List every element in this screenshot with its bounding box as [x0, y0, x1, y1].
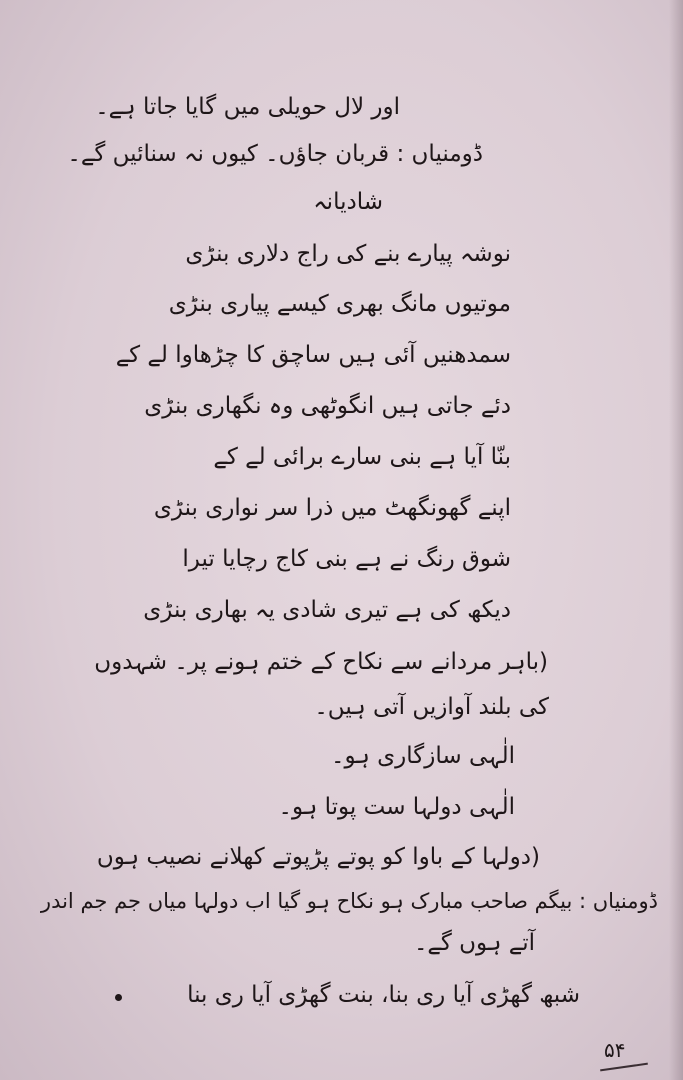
section-heading-shadiyana: شادیانہ [313, 189, 383, 215]
verse-line-3: سمدھنیں آئی ہیں ساچق کا چڑھاوا لے کے [115, 342, 511, 368]
blessing-line-1: الٰہی سازگاری ہو۔ [331, 743, 515, 769]
verse-line-1: نوشہ پیارے بنے کی راج دلاری بنڑی [185, 241, 511, 267]
text-line-1: اور لال حویلی میں گایا جاتا ہے۔ [95, 94, 400, 120]
bullet-dot [115, 994, 122, 1001]
verse-line-8: دیکھ کی ہے تیری شادی یہ بھاری بنڑی [143, 597, 511, 623]
final-song-line: شبھ گھڑی آیا ری بنا، بنت گھڑی آیا ری بنا [187, 982, 580, 1008]
verse-line-5: بنّا آیا ہے بنی سارے برائی لے کے [213, 444, 511, 470]
speaker-line-continuation: آتے ہوں گے۔ [413, 930, 535, 956]
verse-line-6: اپنے گھونگھٹ میں ذرا سر نواری بنڑی [153, 495, 511, 521]
blessing-line-2: الٰہی دولہا ست پوتا ہو۔ [278, 794, 515, 820]
speaker-line-domniyan-2: ڈومنیاں : بیگم صاحب مبارک ہو نکاح ہو گیا اب دولہا میاں جم جم اندر [40, 889, 658, 913]
page-edge-shadow [669, 0, 683, 1080]
verse-line-4: دئے جاتی ہیں انگوٹھی وہ نگھاری بنڑی [144, 393, 511, 419]
stage-direction-line-3: (دولہا کے باوا کو پوتے پڑپوتے کھلانے نصیب ہوں [96, 844, 540, 870]
verse-line-2: موتیوں مانگ بھری کیسے پیاری بنڑی [168, 291, 511, 317]
speaker-line-domniyan-1: ڈومنیاں : قربان جاؤں۔ کیوں نہ سنائیں گے۔ [67, 141, 483, 167]
stage-direction-line-1: (باہر مردانے سے نکاح کے ختم ہونے پر۔ شہدوں [94, 649, 548, 675]
page-number: ۵۴ [604, 1038, 626, 1062]
verse-line-7: شوق رنگ نے ہے بنی کاج رچایا تیرا [182, 546, 511, 572]
stage-direction-line-2: کی بلند آوازیں آتی ہیں۔ [314, 694, 549, 720]
